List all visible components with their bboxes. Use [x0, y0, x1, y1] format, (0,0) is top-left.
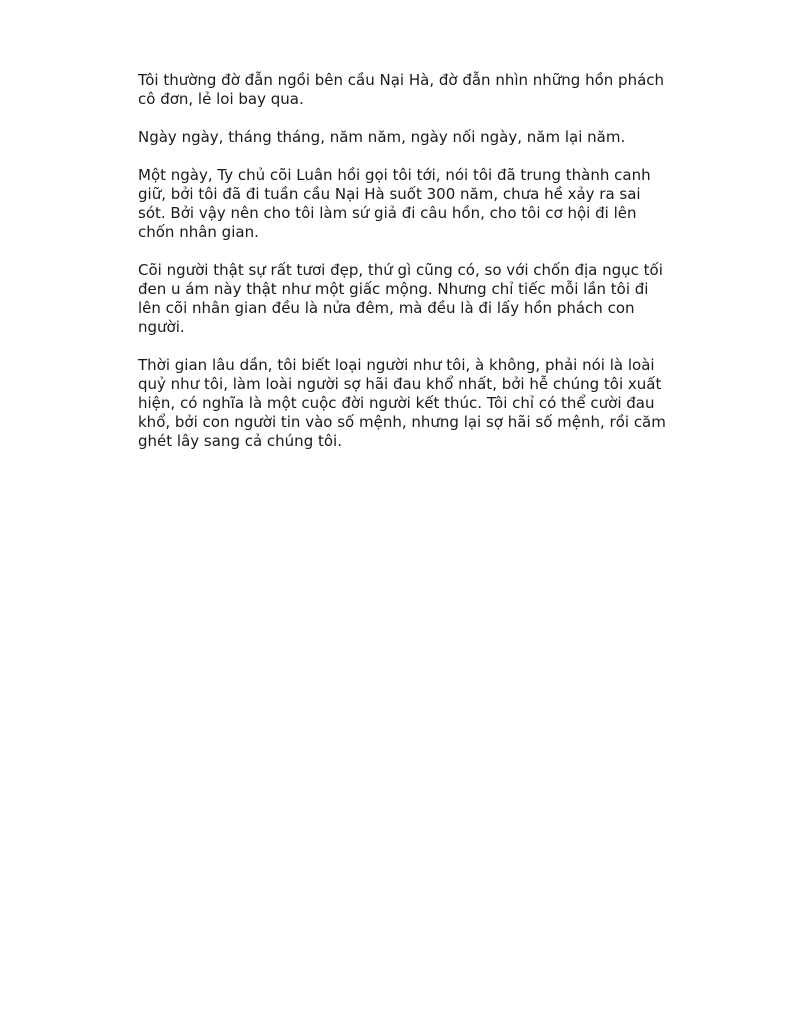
paragraph-2: Ngày ngày, tháng tháng, năm năm, ngày nối ngày, năm lại năm.	[138, 128, 626, 146]
paragraph-3: Một ngày, Ty chủ cõi Luân hồi gọi tôi tới, nói tôi đã trung thành canh giữ, bởi tôi đã đi tuần cầu Nại Hà suốt 300 năm, chưa hề xảy ra sai sót. Bởi vậy nên cho tôi làm sứ giả đi câu hồn, cho tôi cơ hội đi lên chốn nhân gian.	[138, 166, 651, 241]
document-page	[138, 71, 698, 470]
paragraph-1: Tôi thường đờ đẫn ngồi bên cầu Nại Hà, đờ đẫn nhìn những hồn phách cô đơn, lẻ loi bay qua.	[138, 71, 665, 108]
paragraph-5: Thời gian lâu dần, tôi biết loại người như tôi, à không, phải nói là loài quỷ như tôi, làm loài người sợ hãi đau khổ nhất, bởi hễ chúng tôi xuất hiện, có nghĩa là một cuộc đời người kết thúc. Tôi chỉ có thể cười đau khổ, bởi con người tin vào số mệnh, nhưng lại sợ hãi số mệnh, rồi căm ghét lây sang cả chúng tôi.	[138, 356, 666, 450]
paragraph-4: Cõi người thật sự rất tươi đẹp, thứ gì cũng có, so với chốn địa ngục tối đen u ám này thật như một giấc mộng. Nhưng chỉ tiếc mỗi lần tôi đi lên cõi nhân gian đều là nửa đêm, mà đều là đi lấy hồn phách con người.	[138, 261, 663, 336]
